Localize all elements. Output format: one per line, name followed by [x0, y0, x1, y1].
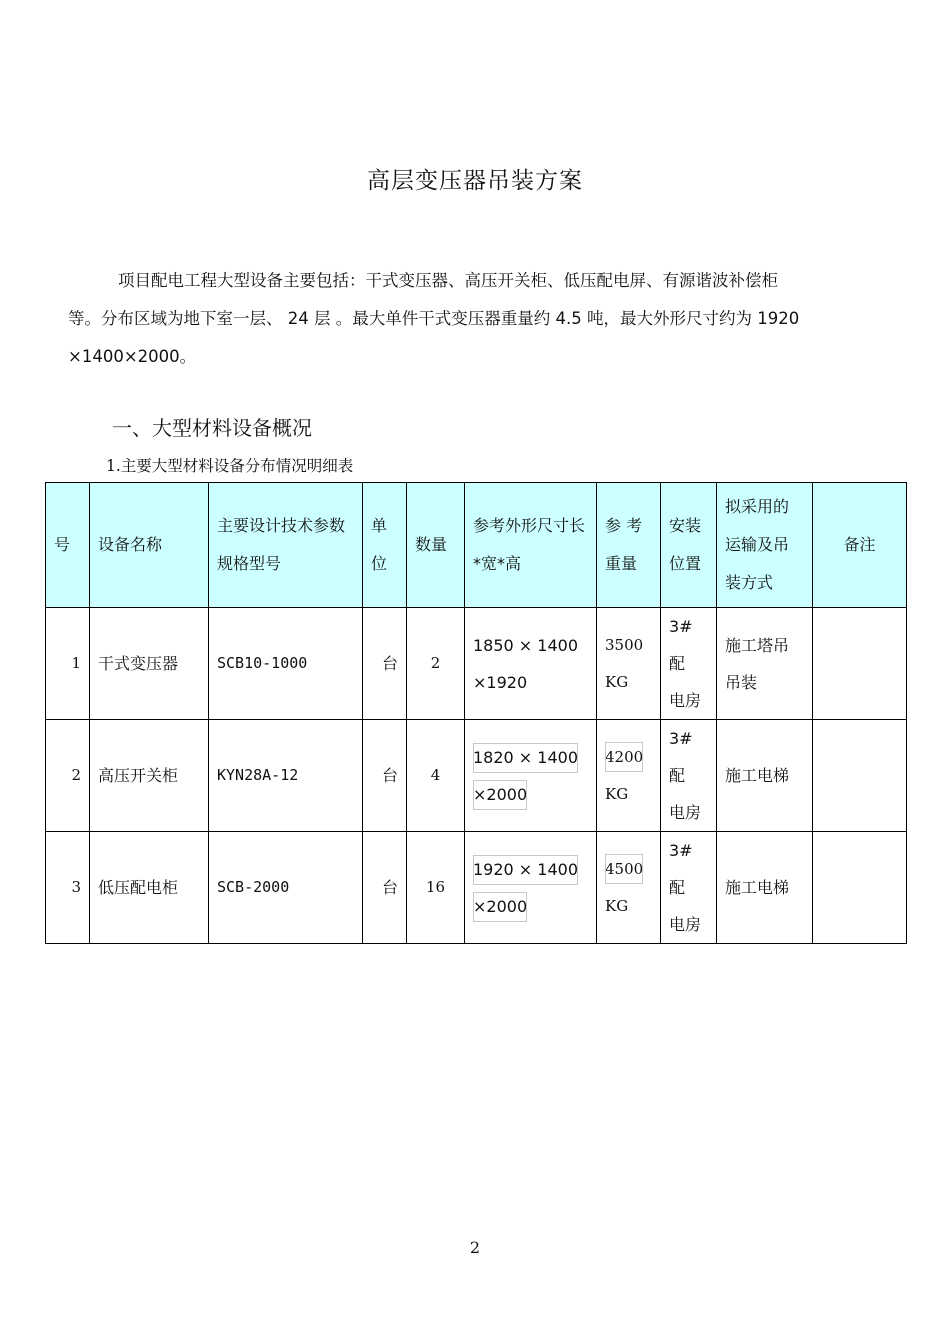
header-unit: 单位 — [363, 483, 407, 608]
cell-size-line1: 1820 × 1400 — [473, 743, 578, 773]
cell-remark — [813, 832, 907, 944]
intro-line-3: ×1400×2000。 — [68, 347, 197, 366]
cell-size-line2: ×2000 — [473, 892, 527, 922]
cell-no: 1 — [46, 608, 90, 720]
cell-name: 高压开关柜 — [90, 720, 209, 832]
table-row — [46, 720, 907, 832]
cell-unit: 台 — [363, 608, 407, 720]
table-row — [46, 608, 907, 720]
header-remark: 备注 — [813, 483, 907, 608]
cell-weight-value: 4200 — [605, 742, 643, 772]
cell-weight-unit: KG — [605, 896, 629, 915]
cell-no: 3 — [46, 832, 90, 944]
cell-model: SCB10-1000 — [209, 608, 363, 720]
cell-method: 施工电梯 — [717, 720, 813, 832]
cell-weight — [597, 832, 661, 944]
header-name: 设备名称 — [90, 483, 209, 608]
cell-size-line2: ×1920 — [473, 672, 528, 692]
cell-size-line1: 1920 × 1400 — [473, 855, 578, 885]
intro-line-1: 项目配电工程大型设备主要包括：干式变压器、高压开关柜、低压配电屏、有源谐波补偿柜 — [118, 271, 778, 290]
section-heading: 一、大型材料设备概况 — [112, 416, 312, 440]
cell-qty: 16 — [407, 832, 465, 944]
cell-location-line1: 3#配 — [669, 729, 693, 785]
cell-no: 2 — [46, 720, 90, 832]
equipment-table — [45, 482, 907, 944]
page-title: 高层变压器吊装方案 — [367, 168, 583, 194]
cell-unit: 台 — [363, 832, 407, 944]
cell-location-line2: 电房 — [669, 691, 702, 710]
cell-weight — [597, 608, 661, 720]
header-location: 安装位置 — [661, 483, 717, 608]
table-caption: 1.主要大型材料设备分布情况明细表 — [106, 457, 354, 475]
cell-qty: 2 — [407, 608, 465, 720]
intro-paragraph — [68, 262, 890, 376]
cell-method: 施工塔吊吊装 — [717, 608, 813, 720]
cell-name: 干式变压器 — [90, 608, 209, 720]
cell-size — [465, 832, 597, 944]
header-qty: 数量 — [407, 483, 465, 608]
cell-weight — [597, 720, 661, 832]
cell-name: 低压配电柜 — [90, 832, 209, 944]
header-no: 号 — [46, 483, 90, 608]
cell-weight-unit: KG — [605, 672, 629, 691]
cell-size-line1: 1850 × 1400 — [473, 635, 579, 655]
cell-location-line1: 3#配 — [669, 841, 693, 897]
cell-remark — [813, 720, 907, 832]
table-row — [46, 832, 907, 944]
page-number: 2 — [469, 1238, 481, 1257]
cell-remark — [813, 608, 907, 720]
cell-method: 施工电梯 — [717, 832, 813, 944]
header-weight: 参 考重量 — [597, 483, 661, 608]
cell-model: SCB-2000 — [209, 832, 363, 944]
cell-size — [465, 720, 597, 832]
cell-size — [465, 608, 597, 720]
cell-weight-value: 3500 — [605, 635, 644, 654]
cell-location — [661, 608, 717, 720]
cell-location-line2: 电房 — [669, 803, 702, 822]
cell-location — [661, 720, 717, 832]
cell-size-line2: ×2000 — [473, 780, 527, 810]
cell-weight-unit: KG — [605, 784, 629, 803]
header-model: 主要设计技术参数规格型号 — [209, 483, 363, 608]
cell-location — [661, 832, 717, 944]
cell-qty: 4 — [407, 720, 465, 832]
header-method: 拟采用的运输及吊装方式 — [717, 483, 813, 608]
cell-location-line2: 电房 — [669, 915, 702, 934]
header-size: 参考外形尺寸长*宽*高 — [465, 483, 597, 608]
intro-line-2: 等。分布区域为地下室一层、 24 层 。最大单件干式变压器重量约 4.5 吨，最大外形尺寸约为 1920 — [68, 309, 800, 328]
cell-location-line1: 3#配 — [669, 617, 693, 673]
table-header-row — [46, 483, 907, 608]
cell-model: KYN28A-12 — [209, 720, 363, 832]
cell-unit: 台 — [363, 720, 407, 832]
cell-weight-value: 4500 — [605, 854, 643, 884]
